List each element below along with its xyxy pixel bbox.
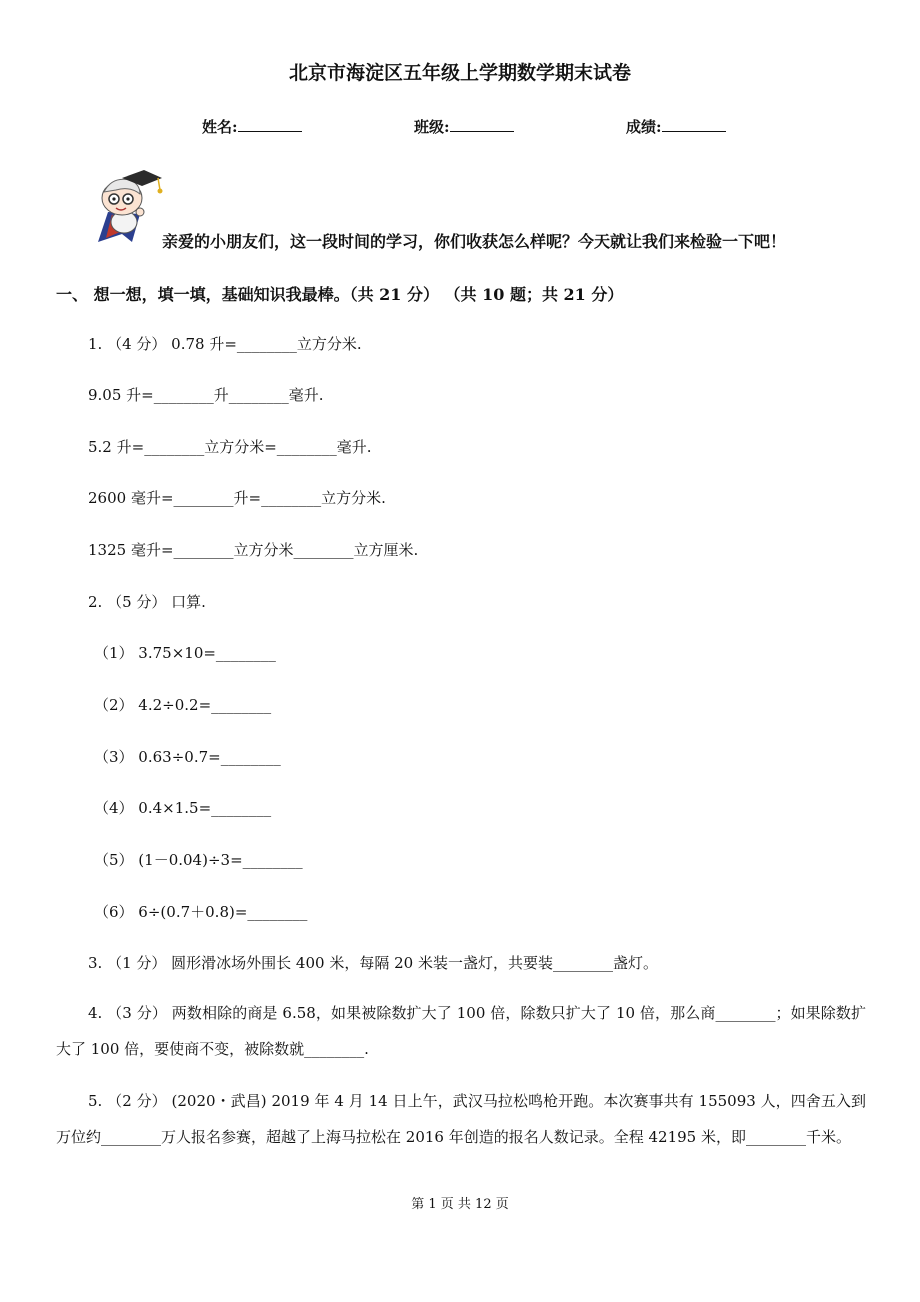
question-2-item: （2） 4.2÷0.2=________ (94, 696, 272, 714)
score-blank[interactable] (662, 117, 726, 132)
name-field[interactable] (202, 116, 302, 137)
page-title: 北京市海淀区五年级上学期数学期末试卷 (288, 62, 631, 84)
mascot-icon (92, 168, 168, 246)
section-1-heading: 一、 想一想，填一填，基础知识我最棒。（共 21 分） （共 10 题；共 21 分） (56, 285, 624, 304)
question-2-item: （4） 0.4×1.5=________ (94, 799, 272, 817)
question-1-line-4: 2600 毫升=________升=________立方分米. (88, 489, 386, 507)
question-2-stem: 2. （5 分） 口算. (88, 593, 206, 611)
greeting-text: 亲爱的小朋友们，这一段时间的学习，你们收获怎么样呢？今天就让我们来检验一下吧！ (162, 232, 787, 251)
question-2-item: （1） 3.75×10=________ (94, 644, 276, 662)
question-2-item: （5） (1－0.04)÷3=________ (94, 851, 303, 869)
question-4: 4. （3 分） 两数相除的商是 6.58，如果被除数扩大了 100 倍，除数只扩大了 10 倍，那么商________；如果除数扩大了 100 倍，要使商不变，被除数就________. (56, 1004, 866, 1058)
question-1-line-5: 1325 毫升=________立方分米________立方厘米. (88, 541, 419, 559)
question-5-block (56, 1083, 866, 1155)
question-1-line-2: 9.05 升=________升________毫升. (88, 386, 324, 404)
question-4-block (56, 995, 866, 1067)
question-2-item: （6） 6÷(0.7＋0.8)=________ (94, 903, 308, 921)
question-1-line-1: 1. （4 分） 0.78 升=________立方分米. (88, 335, 362, 353)
question-1-line-3: 5.2 升=________立方分米=________毫升. (88, 438, 372, 456)
name-blank[interactable] (238, 117, 302, 132)
question-3: 3. （1 分） 圆形滑冰场外围长 400 米，每隔 20 米装一盏灯，共要装________盏灯。 (88, 954, 658, 972)
page-footer: 第 1 页 共 12 页 (411, 1197, 509, 1212)
score-field[interactable] (626, 116, 726, 137)
class-blank[interactable] (450, 117, 514, 132)
question-2-item: （3） 0.63÷0.7=________ (94, 748, 281, 766)
class-label: 班级: (414, 118, 450, 136)
name-label: 姓名: (202, 118, 238, 136)
score-label: 成绩: (626, 118, 662, 136)
class-field[interactable] (414, 116, 514, 137)
question-5: 5. （2 分） (2020・武昌) 2019 年 4 月 14 日上午，武汉马拉松鸣枪开跑。本次赛事共有 155093 人，四舍五入到万位约________万人报名参赛，超越了上海马拉松在 2016 年创造的报名人数记录。全程 42195 米，即________千米。 (56, 1092, 866, 1146)
